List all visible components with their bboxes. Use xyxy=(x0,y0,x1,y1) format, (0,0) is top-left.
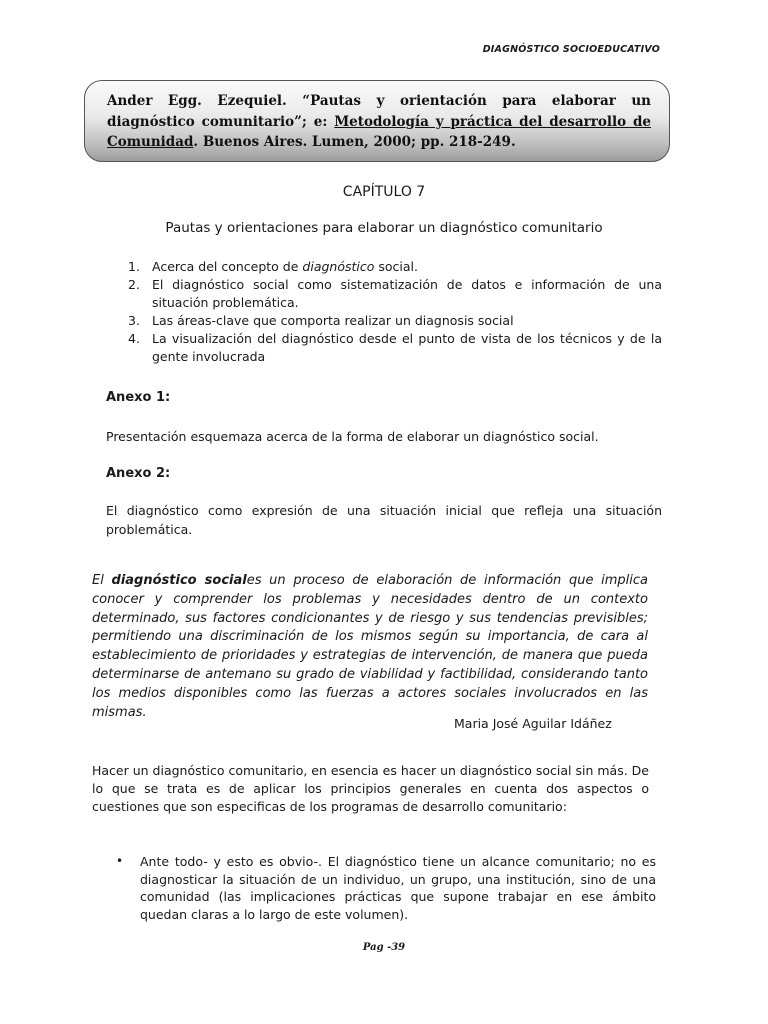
list-item-number: 4. xyxy=(128,331,140,346)
bullet-icon: • xyxy=(116,854,124,868)
list-item-text: La visualización del diagnóstico desde el punto de vista de los técnicos y de la gente involucrada xyxy=(152,331,662,364)
chapter-title: Pautas y orientaciones para elaborar un diagnóstico comunitario xyxy=(165,220,603,236)
chapter-label: CAPÍTULO 7 xyxy=(342,184,426,200)
list-item xyxy=(128,330,662,366)
annex-1-text: Presentación esquemaza acerca de la forma de elaborar un diagnóstico social. xyxy=(106,429,599,444)
citation-author-and-chapter: Ander Egg. Ezequiel. “Pautas y orientación para elaborar un diagnóstico comunitario”; e: xyxy=(107,93,651,130)
list-item-text-end: social. xyxy=(374,259,418,274)
quote-term: diagnóstico social xyxy=(111,573,247,588)
list-item-text: Acerca del concepto de xyxy=(152,259,303,274)
list-item-text: Las áreas-clave que comporta realizar un diagnosis social xyxy=(152,313,514,328)
definition-quote xyxy=(92,572,648,722)
annex-2-heading: Anexo 2: xyxy=(106,466,171,481)
list-item-emphasis: diagnóstico xyxy=(302,259,375,274)
chapter-contents-list xyxy=(128,258,662,366)
list-item-number: 1. xyxy=(128,259,140,274)
citation-box xyxy=(84,80,670,162)
citation-publisher: . Buenos Aires. Lumen, 2000; pp. 218-249. xyxy=(193,134,516,150)
running-header: DIAGNÓSTICO SOCIOEDUCATIVO xyxy=(482,44,660,55)
quote-author: Maria José Aguilar Idáñez xyxy=(454,716,612,731)
annex-2-text: El diagnóstico como expresión de una situación inicial que refleja una situación problemática. xyxy=(106,503,662,537)
quote-text: es un proceso de elaboración de información que implica conocer y comprender los problemas y necesidades dentro de un contexto determinado, sus factores condicionantes y de riesgo y sus tendencias previsibles; permitiendo una discriminación de los mismos según su importancia, de cara al establecimiento de prioridades y estrategias de intervención, de manera que pueda determinarse de antemano su grado de viabilidad y factibilidad, considerando tanto los medios disponibles como las fuerzas a actores sociales involucrados en las mismas. xyxy=(92,573,648,720)
list-item xyxy=(128,276,662,312)
bullet-text: Ante todo- y esto es obvio-. El diagnóstico tiene un alcance comunitario; no es diagnosticar la situación de un individuo, un grupo, una institución, sino de una comunidad (las implicaciones prácticas que supone trabajar en ese ámbito quedan claras a lo largo de este volumen). xyxy=(140,854,656,922)
quote-lead: El xyxy=(92,573,112,588)
list-item-number: 3. xyxy=(128,313,140,328)
list-item xyxy=(128,312,662,330)
citation-book-title: Metodología y práctica del desarrollo de Comunidad xyxy=(107,113,651,150)
list-item-number: 2. xyxy=(128,277,140,292)
page-number: Pag -39 xyxy=(362,942,406,953)
body-paragraph: Hacer un diagnóstico comunitario, en esencia es hacer un diagnóstico social sin más. De lo que se trata es de aplicar los principios generales en cuenta dos aspectos o cuestiones que son especificas de los programas de desarrollo comunitario: xyxy=(92,763,649,814)
list-item-text: El diagnóstico social como sistematización de datos e información de una situación problemática. xyxy=(152,277,662,310)
bullet-list-item xyxy=(116,853,656,923)
annex-1-heading: Anexo 1: xyxy=(106,390,171,405)
list-item xyxy=(128,258,662,276)
